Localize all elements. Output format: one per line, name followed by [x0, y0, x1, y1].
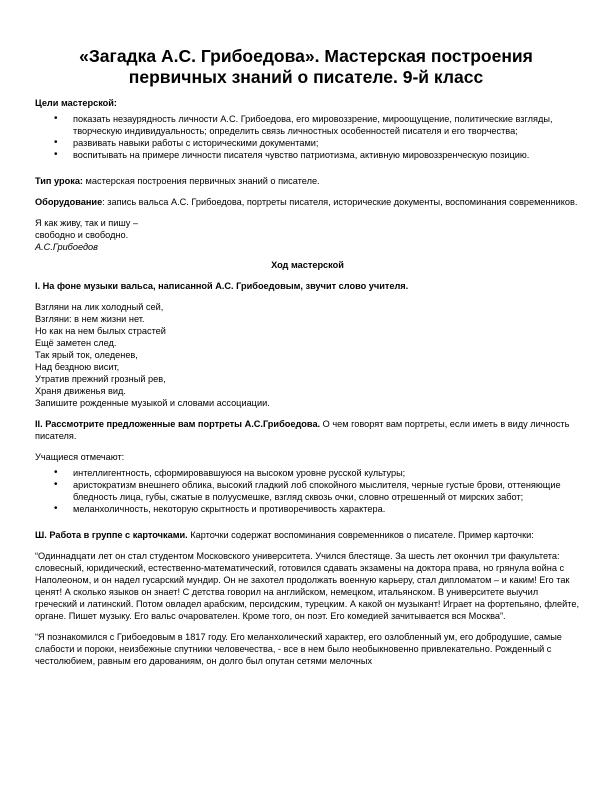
observation-item: • меланхоличность, некоторую скрытность и противоречивость характера. [35, 503, 580, 515]
part1-task: Запишите рожденные музыкой и словами ассоциации. [35, 398, 270, 408]
poem-line: Утратив прежний грозный рев, [35, 374, 166, 384]
equipment-text: : запись вальса А.С. Грибоедова, портреты писателя, исторические документы, воспоминания современников. [102, 197, 578, 207]
lesson-type-label: Тип урока: [35, 176, 83, 186]
poem-line: Взгляни: в нем жизни нет. [35, 314, 145, 324]
poem-line: Ещё заметен след. [35, 338, 117, 348]
equipment [35, 196, 580, 208]
poem-line: Храня движенья вид. [35, 386, 126, 396]
poem-line: Но как на нем былых страстей [35, 326, 166, 336]
epigraph-author: А.С.Грибоедов [35, 242, 98, 252]
portrait-observations [35, 467, 580, 515]
goals-heading: Цели мастерской: [35, 98, 117, 108]
goal-item: • развивать навыки работы с историческими документами; [35, 137, 580, 149]
poem-line: Над бездною висит, [35, 362, 120, 372]
progress-heading: Ход мастерской [271, 260, 344, 270]
lesson-type [35, 175, 580, 187]
page-title [20, 46, 592, 88]
part2-text: О чем говорят вам портреты, если иметь в виду личность писателя. [35, 419, 570, 441]
part3-intro [35, 529, 580, 541]
card-quote-1: “Одиннадцати лет он стал студентом Московского университета. Учился блестяще. За шесть лет окончил три факультета: словесный, юридический, естественно-математический, готовился сдавать экзамены на доктора права, но грянула война с Наполеоном, и он надел гусарский мундир. Он не захотел продолжать военную карьеру, стал дипломатом – и каким! Его так ценят! А сколько языков он знает! С детства говорил на английском, немецком, итальянском. В университете выучил греческий и латинский. Потом овладел арабским, персидским, турецким. А какой он музыкант! Играет на фортепьяно, флейте, органе. Пишет музыку. Его вальс очарователен. Кроме того, он поэт. Его комедией зачитывается вся Москва”. [35, 551, 580, 621]
document-body [35, 97, 580, 667]
goal-item: • воспитывать на примере личности писателя чувство патриотизма, активную мировоззренческую позицию. [35, 149, 580, 161]
part3-heading: Ш. Работа в группе с карточками. [35, 530, 188, 540]
epigraph-line-2: свободно и свободно. [35, 230, 129, 240]
part2-intro [35, 418, 580, 442]
students-note: Учащиеся отмечают: [35, 452, 125, 462]
observation-item: • аристократизм внешнего облика, высокий гладкий лоб спокойного мыслителя, черные густые брови, оттеняющие бледность лица, губы, сжатые в полуусмешке, взгляд сквозь очки, словно отрешенный от мирских забот; [35, 479, 580, 503]
part1-heading: I. На фоне музыки вальса, написанной А.С. Грибоедовым, звучит слово учителя. [35, 281, 409, 291]
card-quote-2: “Я познакомился с Грибоедовым в 1817 году. Его меланхолический характер, его озлобленный ум, его добродушие, самые слабости и пороки, неизбежные спутники человечества, - все в нем было необыкновенно привлекательно. Рожденный с честолюбием, равным его дарованиям, он долго был опутан сетями мелочных [35, 632, 562, 666]
goals-list [35, 113, 580, 161]
title-line-2: первичных знаний о писателе. 9-й класс [128, 67, 484, 87]
part3-text: Карточки содержат воспоминания современников о писателе. Пример карточки: [187, 530, 534, 540]
poem-line: Взгляни на лик холодный сей, [35, 302, 164, 312]
title-line-1: «Загадка А.С. Грибоедова». Мастерская построения [79, 46, 533, 66]
equipment-label: Оборудование [35, 197, 103, 207]
poem-line: Так ярый ток, оледенев, [35, 350, 138, 360]
goal-item: • показать незаурядность личности А.С. Грибоедова, его мировоззрение, мироощущение, политические взгляды, творческую индивидуальность; определить связь личностных особенностей писателя и его творчества; [35, 113, 580, 137]
epigraph-line-1: Я как живу, так и пишу – [35, 218, 139, 228]
lesson-type-text: мастерская построения первичных знаний о писателе. [83, 176, 320, 186]
observation-item: • интеллигентность, сформировавшуюся на высоком уровне русской культуры; [35, 467, 580, 479]
poem [35, 301, 580, 397]
part2-heading: II. Рассмотрите предложенные вам портреты А.С.Грибоедова. [35, 419, 321, 429]
